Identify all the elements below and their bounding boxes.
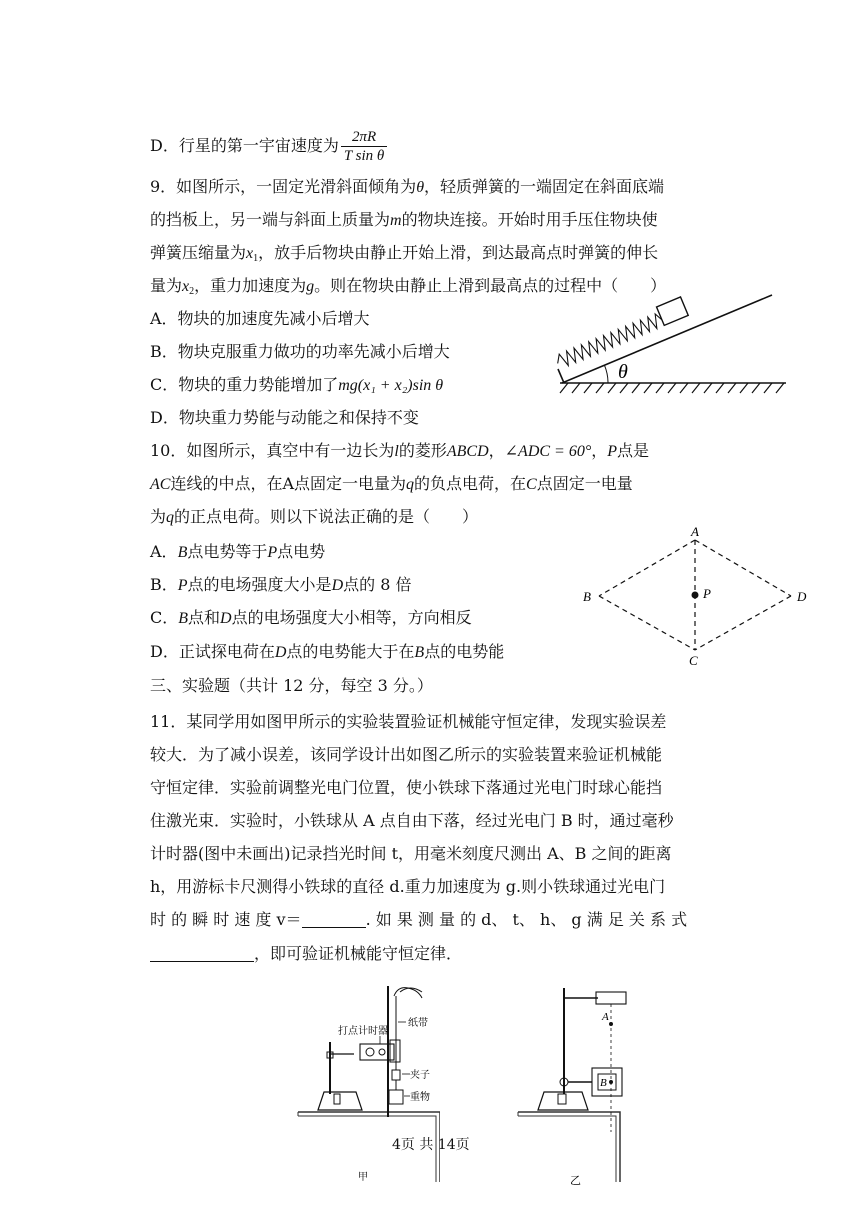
- text: 弹簧压缩量为: [150, 243, 247, 262]
- apparatus-figure-yi: [510, 982, 650, 1192]
- label-timer: 打点计时器: [338, 1026, 388, 1037]
- answer-blank-relation[interactable]: [150, 946, 254, 962]
- text: ，轻质弹簧的一端固定在斜面底端: [424, 177, 665, 196]
- text: 点是: [617, 441, 650, 460]
- math-l: l: [394, 443, 399, 460]
- q10-stem-line-1: [150, 441, 649, 462]
- q10-option-a: [150, 542, 325, 563]
- text: C．物块的重力势能增加了: [150, 375, 339, 394]
- text: 的负点电荷，在: [414, 474, 527, 493]
- text: 点的电势能大于在: [286, 642, 415, 661]
- label-c: C: [689, 653, 698, 668]
- rhombus-figure: [575, 522, 815, 670]
- page-number: 4页 共 14页: [392, 1137, 470, 1153]
- caption-jia: 甲: [358, 1172, 368, 1182]
- math-q: q: [406, 476, 415, 493]
- text: 点的电场强度大小相等，方向相反: [231, 608, 472, 627]
- q11-line-5: 计时器(图中未画出)记录挡光时间 t，用毫米刻度尺测出 A、B 之间的距离: [150, 844, 672, 863]
- q11-line-7: [150, 910, 687, 930]
- math-abcd: ABCD: [446, 443, 489, 460]
- label-clip: 夹子: [410, 1070, 430, 1081]
- math-expression: mg(x₁ + x₂)sin θ: [338, 377, 444, 394]
- q11-line-3: 守恒定律．实验前调整光电门位置，使小铁球下落通过光电门时球心能挡: [150, 778, 663, 797]
- math-c: C: [526, 476, 537, 493]
- math-b: B: [414, 644, 425, 661]
- text: 的物块连接。开始时用手压住物块使: [401, 210, 658, 229]
- label-a: A: [602, 1011, 609, 1023]
- math-p: P: [177, 577, 188, 594]
- q9-option-a: A．物块的加速度先减小后增大: [150, 309, 370, 328]
- text: . 如 果 测 量 的 d、 t、 h、 g 满 足 关 系 式: [365, 910, 688, 929]
- math-b: B: [177, 544, 188, 561]
- q10-stem-line-2: [150, 474, 633, 495]
- math-angle: ∠ADC = 60°: [504, 443, 592, 460]
- q11-line-1: 11．某同学用如图甲所示的实验装置验证机械能守恒定律，发现实验误差: [150, 712, 667, 731]
- incline-spring-figure: [550, 285, 790, 400]
- math-q: q: [166, 509, 175, 526]
- q9-stem-line-1: [150, 177, 664, 198]
- q10-option-c: [150, 608, 472, 629]
- q11-line-2: 较大．为了减小误差，该同学设计出如图乙所示的实验装置来验证机械能: [150, 745, 663, 764]
- math-ac: AC: [150, 476, 171, 493]
- math-d: D: [220, 610, 232, 627]
- text: 点的电场强度大小是: [187, 575, 332, 594]
- text: ，: [488, 441, 505, 460]
- text: B．: [150, 575, 178, 594]
- q8-option-d-text: D．行星的第一宇宙速度为: [150, 136, 339, 155]
- caption-yi: 乙: [570, 1175, 581, 1187]
- q9-stem-line-2: [150, 210, 658, 231]
- math-b: B: [178, 610, 189, 627]
- text: 的挡板上，另一端与斜面上质量为: [150, 210, 391, 229]
- section-heading: 三、实验题（共计 12 分，每空 3 分。）: [150, 676, 433, 695]
- math-d: D: [274, 644, 287, 661]
- text: 的菱形: [398, 441, 447, 460]
- q8-option-d: [150, 128, 387, 165]
- q9-option-c: [150, 375, 443, 396]
- subscript: 1: [253, 253, 259, 264]
- math-p: P: [267, 544, 278, 561]
- text: 连线的中点，在A点固定一电量为: [170, 474, 407, 493]
- x: x: [246, 245, 254, 262]
- q11-line-6: h，用游标卡尺测得小铁球的直径 d.重力加速度为 g.则小铁球通过光电门: [150, 877, 666, 896]
- text: 的正点电荷。则以下说法正确的是（ ）: [174, 507, 479, 526]
- figure-label-theta: θ: [618, 361, 628, 383]
- math-p: P: [607, 443, 618, 460]
- text: A．: [150, 542, 178, 561]
- text: 9．如图所示，一固定光滑斜面倾角为: [150, 177, 417, 196]
- label-b: B: [600, 1077, 607, 1089]
- q9-stem-line-3: [150, 243, 658, 269]
- subscript: 2: [189, 286, 195, 297]
- text: 点的电势能: [424, 642, 505, 661]
- point-p: [692, 592, 699, 599]
- x: x: [182, 278, 190, 295]
- math-theta: θ: [416, 179, 425, 196]
- text: 点和: [188, 608, 221, 627]
- q9-option-b: B．物块克服重力做功的功率先减小后增大: [150, 342, 450, 361]
- text: ，即可验证机械能守恒定律．: [254, 944, 463, 963]
- text: 10．如图所示，真空中有一边长为: [150, 441, 395, 460]
- math-d: D: [331, 577, 344, 594]
- math-m: m: [390, 212, 402, 229]
- text: 量为: [150, 276, 183, 295]
- math-x2: [182, 278, 194, 295]
- answer-blank-velocity[interactable]: [302, 912, 366, 928]
- q10-stem-line-3: [150, 507, 478, 528]
- text: ，: [591, 441, 608, 460]
- label-p: P: [703, 586, 711, 601]
- text: 点固定一电量: [536, 474, 633, 493]
- text: 点电势等于: [187, 542, 268, 561]
- label-tape: 纸带: [408, 1018, 428, 1029]
- text: 为: [150, 507, 167, 526]
- q10-option-b: [150, 575, 411, 596]
- label-a: A: [691, 524, 699, 539]
- text: ，重力加速度为: [194, 276, 307, 295]
- text: 点电势: [277, 542, 326, 561]
- math-x1: [246, 245, 258, 262]
- label-b: B: [583, 589, 591, 604]
- math-g: g: [306, 278, 315, 295]
- label-d: D: [797, 589, 807, 604]
- q11-line-8: [150, 944, 462, 964]
- q11-line-4: 住激光束．实验时，小铁球从 A 点自由下落，经过光电门 B 时，通过毫秒: [150, 811, 674, 830]
- fraction-numerator: 2πR: [341, 128, 387, 147]
- fraction-denominator: T sin θ: [343, 148, 385, 164]
- fraction: [341, 128, 387, 165]
- text: 点的 8 倍: [343, 575, 412, 594]
- q10-option-d: [150, 642, 504, 663]
- text: 。则在物块由静止上滑到最高点的过程中（ ）: [314, 276, 667, 295]
- label-weight: 重物: [410, 1092, 430, 1103]
- text: 时 的 瞬 时 速 度 v＝: [150, 910, 302, 929]
- text: C．: [150, 608, 179, 627]
- text: D．正试探电荷在: [150, 642, 275, 661]
- text: ，放手后物块由静止开始上滑，到达最高点时弹簧的伸长: [258, 243, 659, 262]
- q9-option-d: D．物块重力势能与动能之和保持不变: [150, 408, 419, 427]
